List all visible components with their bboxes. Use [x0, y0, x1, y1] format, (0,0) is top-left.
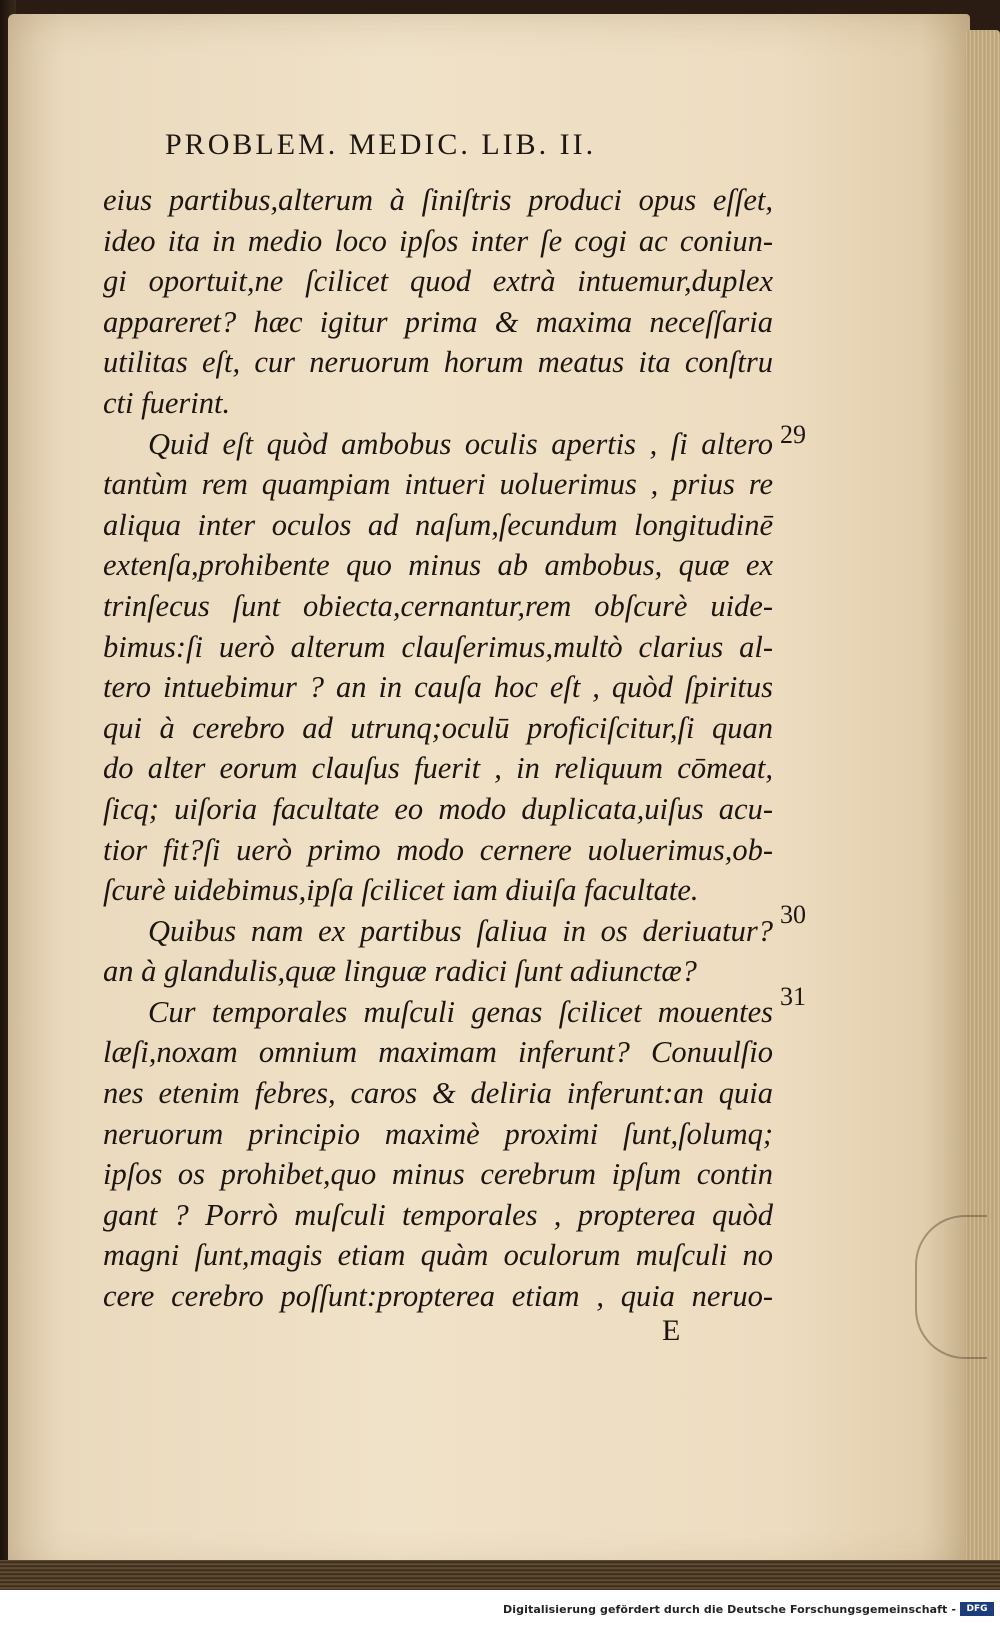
text-line: extenſa,prohibente quo minus ab ambobus, quæ ex [103, 548, 773, 583]
text-line: eius partibus,alterum à ſiniſtris produci opus eſſet, [103, 183, 773, 217]
text-line: do alter eorum clauſus fuerit , in reliquum cōmeat, [103, 751, 773, 786]
text-line: Cur temporales muſculi genas ſcilicet mouentes [148, 994, 773, 1029]
bottom-edge [0, 1560, 1000, 1590]
text-line: tior fit?ſi uerò primo modo cernere uoluerimus,ob- [103, 832, 773, 867]
text-line: magni ſunt,magis etiam quàm oculorum muſculi no [103, 1238, 773, 1273]
text-line: qui à cerebro ad utrunq;oculū proficiſcitur,ſi quan [103, 710, 773, 745]
text-line: utilitas eſt, cur neruorum horum meatus ita conſtru [103, 345, 773, 380]
text-line: cere cerebro poſſunt:propterea etiam , quia neruo- [103, 1279, 773, 1314]
dfg-logo: DFG [960, 1602, 994, 1616]
text-line: trinſecus ſunt obiecta,cernantur,rem obſcurè uide- [103, 588, 773, 623]
running-header: PROBLEM. MEDIC. LIB. II. [165, 128, 597, 161]
text-line: cti fuerint. [103, 385, 231, 420]
text-line: gi oportuit,ne ſcilicet quod extrà intuemur,duplex [103, 264, 773, 299]
text-line: ſicq; uiſoria facultate eo modo duplicata,uiſus acu- [103, 791, 773, 826]
body-text [103, 180, 773, 1317]
text-line: ideo ita in medio loco ipſos inter ſe cogi ac coniun- [103, 223, 773, 258]
text-line: Quid eſt quòd ambobus oculis apertis , ſi altero [148, 426, 773, 461]
text-line: gant ? Porrò muſculi temporales , propterea quòd [103, 1197, 773, 1232]
text-line: ipſos os prohibet,quo minus cerebrum ipſum contin [103, 1157, 773, 1192]
text-line: Quibus nam ex partibus ſaliua in os deriuatur? [148, 913, 773, 948]
page-clip-mark [915, 1215, 987, 1359]
text-line: tantùm rem quampiam intueri uoluerimus , prius re [103, 467, 773, 502]
text-line: nes etenim febres, caros & deliria inferunt:an quia [103, 1076, 773, 1111]
margin-number: 30 [780, 900, 806, 929]
footer-credit: Digitalisierung gefördert durch die Deutsche Forschungsgemeinschaft - [503, 1603, 956, 1616]
text-line: bimus:ſi uerò alterum clauſerimus,multò clarius al- [103, 629, 773, 664]
margin-number: 29 [780, 420, 806, 449]
margin-number: 31 [780, 982, 806, 1011]
text-line: neruorum principio maximè proximi ſunt,ſolumq; [103, 1116, 773, 1151]
text-line: ſcurè uidebimus,ipſa ſcilicet iam diuiſa facultate. [103, 873, 699, 908]
signature-mark: E [662, 1314, 681, 1347]
text-line: an à glandulis,quæ linguæ radici ſunt adiunctæ? [103, 954, 697, 989]
text-line: aliqua inter oculos ad naſum,ſecundum longitudinē [103, 507, 773, 542]
text-line: tero intuebimur ? an in cauſa hoc eſt , quòd ſpiritus [103, 670, 773, 705]
text-line: appareret? hæc igitur prima & maxima neceſſaria [103, 304, 773, 339]
text-line: læſi,noxam omnium maximam inferunt? Conuulſio [103, 1035, 773, 1070]
